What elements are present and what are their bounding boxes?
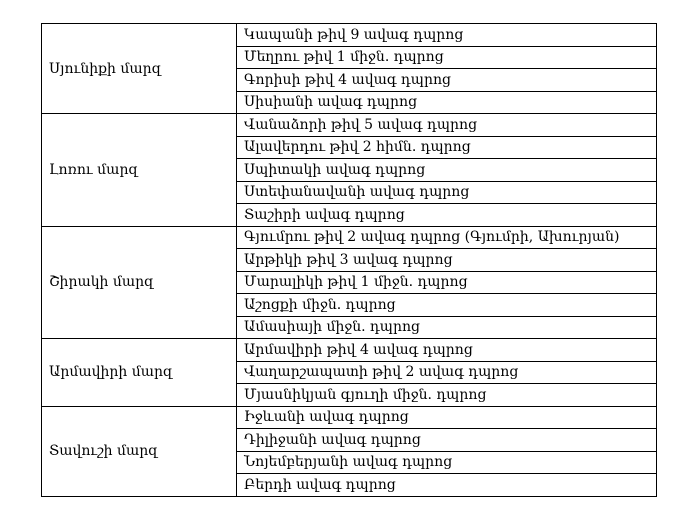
school-name-cell: Իջևանի ավագ դպրոց (237, 406, 657, 429)
region-name-cell: Սյունիքի մարզ (42, 24, 237, 114)
region-name-cell: Շիրակի մարզ (42, 226, 237, 339)
school-name-cell: Բերդի ավագ դպրոց (237, 474, 657, 497)
school-name-cell: Ստեփանավանի ավագ դպրոց (237, 181, 657, 204)
school-name-cell: Մարալիկի թիվ 1 միջն. դպրոց (237, 271, 657, 294)
region-name-cell: Տավուշի մարզ (42, 406, 237, 496)
table-body (42, 24, 657, 497)
school-name-cell: Տաշիրի ավագ դպրոց (237, 204, 657, 227)
school-name-cell: Դիլիջանի ավագ դպրոց (237, 429, 657, 452)
region-name-cell: Լոռու մարզ (42, 114, 237, 227)
regions-schools-table (41, 23, 657, 497)
school-name-cell: Ամասիայի միջն. դպրոց (237, 316, 657, 339)
school-name-cell: Վանաձորի թիվ 5 ավագ դպրոց (237, 114, 657, 137)
region-name-cell: Արմավիրի մարզ (42, 339, 237, 407)
school-name-cell: Աշոցքի միջն. դպրոց (237, 294, 657, 317)
school-name-cell: Սիսիանի ավագ դպրոց (237, 91, 657, 114)
table-row (42, 406, 657, 429)
school-name-cell: Ալավերդու թիվ 2 հիմն. դպրոց (237, 136, 657, 159)
school-name-cell: Մյասնիկյան գյուղի միջն. դպրոց (237, 384, 657, 407)
school-name-cell: Գորիսի թիվ 4 ավագ դպրոց (237, 69, 657, 92)
table-row (42, 114, 657, 137)
school-name-cell: Վաղարշապատի թիվ 2 ավագ դպրոց (237, 361, 657, 384)
school-name-cell: Սպիտակի ավագ դպրոց (237, 159, 657, 182)
table-row (42, 339, 657, 362)
school-name-cell: Արթիկի թիվ 3 ավագ դպրոց (237, 249, 657, 272)
table-row (42, 24, 657, 47)
school-name-cell: Արմավիրի թիվ 4 ավագ դպրոց (237, 339, 657, 362)
school-name-cell: Նոյեմբերյանի ավագ դպրոց (237, 451, 657, 474)
school-name-cell: Գյումրու թիվ 2 ավագ դպրոց (Գյումրի, Ախուրյան) (237, 226, 657, 249)
school-name-cell: Կապանի թիվ 9 ավագ դպրոց (237, 24, 657, 47)
table-row (42, 226, 657, 249)
school-name-cell: Մեղրու թիվ 1 միջն. դպրոց (237, 46, 657, 69)
